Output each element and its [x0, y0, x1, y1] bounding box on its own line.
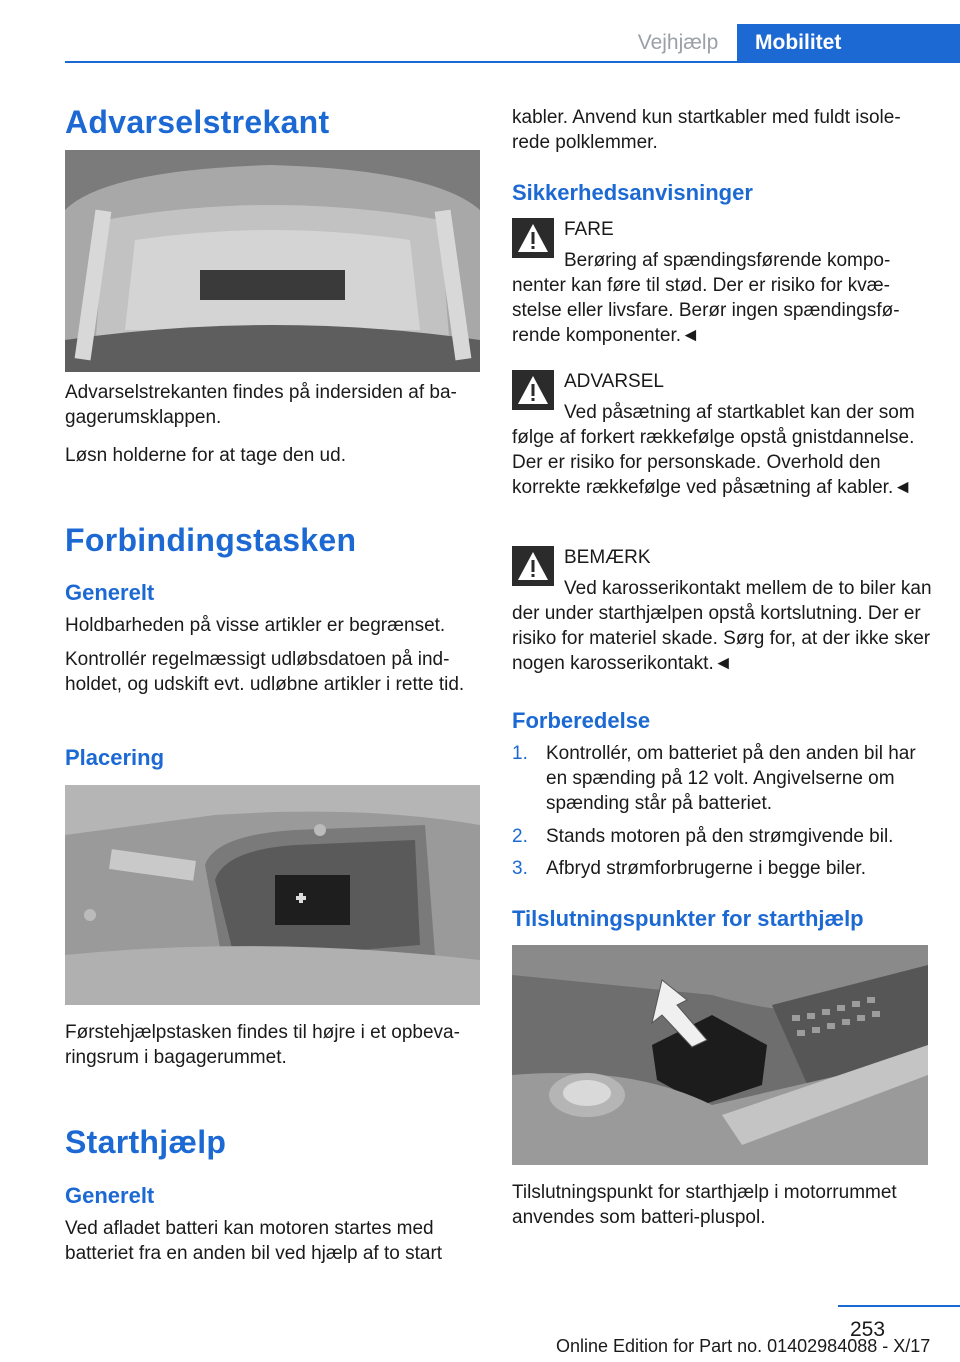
edition-footer: Online Edition for Part no. 01402984088 - X/17: [556, 1336, 931, 1356]
subheading-generelt: Generelt: [65, 1183, 155, 1208]
paragraph: Løsn holderne for at tage den ud.: [65, 445, 346, 466]
warning-text: Ved karosserikontakt mellem de to biler kan der under starthjælpen opstå kortslutning. Der er risiko for materiel skade. Sørg for, at der ikke sker nogen karosserikontakt.◄: [512, 578, 932, 674]
step-text: Stands motoren på den strømgivende bil.: [546, 826, 894, 847]
step-number: 1.: [512, 743, 528, 764]
step-number: 3.: [512, 858, 528, 879]
subheading-generelt: Generelt: [65, 580, 155, 605]
section-title-advarselstrekant: Advarselstrekant: [65, 104, 330, 140]
header-tabs: [0, 24, 960, 62]
paragraph: Advarselstrekanten findes på indersiden af bagagerumsklappen.: [65, 382, 457, 428]
subheading-placering: Placering: [65, 745, 165, 770]
tab-vejhjaelp[interactable]: Vejhjælp: [637, 31, 719, 54]
paragraph: Førstehjælpstasken findes til højre i et opbevaringsrum i bagagerummet.: [65, 1022, 460, 1068]
step-text: Afbryd strømforbrugerne i begge biler.: [546, 858, 866, 879]
tab-mobilitet[interactable]: Mobilitet: [737, 24, 960, 62]
paragraph: kabler. Anvend kun startkabler med fuldt isolerede polklemmer.: [512, 107, 901, 153]
warning-text: Berøring af spændingsførende komponenter kan føre til stød. Der er risiko for kvæstelse eller livsfare. Berør ingen spændingsførende komponenter.◄: [512, 250, 900, 346]
header-rule: [65, 61, 960, 63]
jump-start-terminal-photo: [512, 945, 928, 1165]
page-number: 253: [850, 1318, 886, 1341]
warning-label-bemaerk: BEMÆRK: [564, 547, 651, 568]
paragraph: Ved afladet batteri kan motoren startes med batteriet fra en anden bil ved hjælp af to start: [65, 1218, 443, 1264]
paragraph: Tilslutningspunkt for starthjælp i motorrummet anvendes som batteri-pluspol.: [512, 1182, 897, 1228]
subheading-sikkerhedsanvisninger: Sikkerhedsanvisninger: [512, 180, 753, 205]
section-title-starthjaelp: Starthjælp: [65, 1124, 227, 1160]
warning-label-fare: FARE: [564, 219, 614, 240]
paragraph: Holdbarheden på visse artikler er begrænset.: [65, 615, 446, 636]
section-title-forbindingstasken: Forbindingstasken: [65, 522, 357, 558]
first-aid-kit-photo: [65, 785, 480, 1005]
step-text: Kontrollér, om batteriet på den anden bil har en spænding på 12 volt. Angivelserne om spænding står på batteriet.: [546, 743, 916, 814]
subheading-tilslutningspunkter: Tilslutningspunkter for starthjælp: [512, 906, 864, 931]
subheading-forberedelse: Forberedelse: [512, 708, 651, 733]
step-number: 2.: [512, 826, 528, 847]
warning-text: Ved påsætning af startkablet kan der som følge af forkert rækkefølge opstå gnistdannelse. Der er risiko for personskade. Overhold den korrekte rækkefølge ved påsætning af kabler.◄: [512, 402, 915, 498]
warning-label-advarsel: ADVARSEL: [564, 371, 664, 392]
footer-rule: [838, 1305, 960, 1307]
paragraph: Kontrollér regelmæssigt udløbsdatoen på indholdet, og udskift evt. udløbne artikler i rette tid.: [65, 649, 465, 695]
warning-triangle-photo: [65, 150, 480, 372]
